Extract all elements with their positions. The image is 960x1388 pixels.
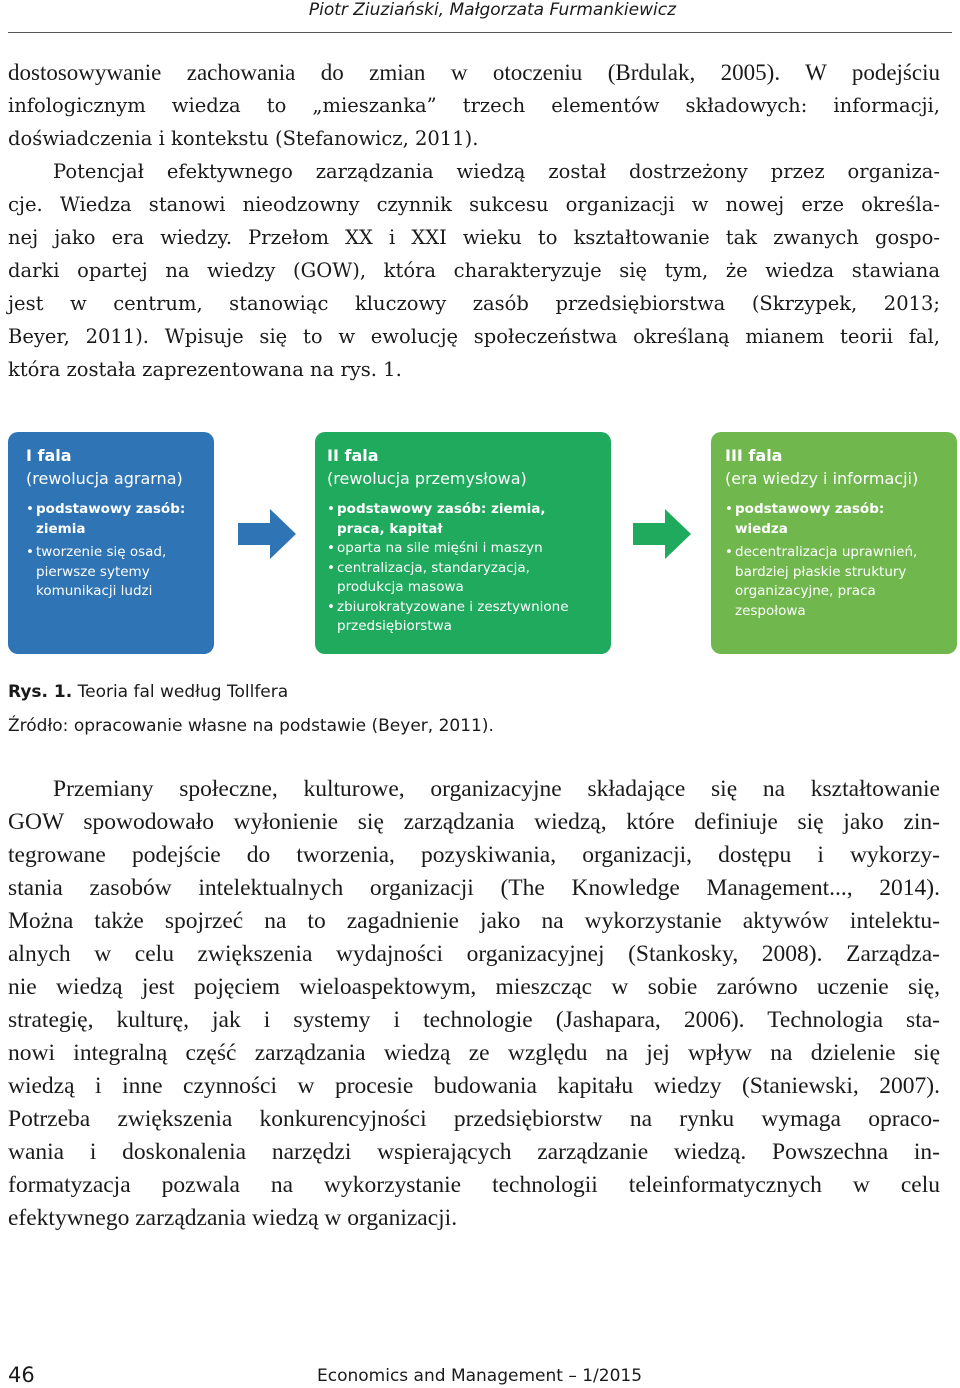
text-line: wania i doskonalenia narzędzi wspierających zarządzanie wiedzą. Powszechna in- (8, 1139, 940, 1165)
wave-box-second (315, 432, 611, 654)
body-text-top (8, 56, 940, 386)
text-line: Potencjał efektywnego zarządzania wiedzą został dostrzeżony przez organiza- (53, 160, 940, 183)
text-line: efektywnego zarządzania wiedzą w organizacji. (8, 1205, 458, 1231)
figure-label: Rys. 1. (8, 682, 73, 702)
wave-item: • podstawowy zasób: ziemia, praca, kapitał (327, 500, 589, 539)
wave-box-first (8, 432, 214, 654)
wave-items (327, 500, 589, 637)
right-arrow-icon (633, 509, 691, 559)
wave-item: • podstawowy zasób: ziemia (26, 500, 206, 539)
wave-items (26, 500, 206, 602)
figure-title: Teoria fal według Tollfera (77, 682, 289, 702)
wave-item: • decentralizacja uprawnień, bardziej płaskie struktury organizacyjne, praca zespołowa (725, 543, 925, 621)
text-line: strategię, kulturę, jak i systemy i technologie (Jashapara, 2006). Technologia sta- (8, 1007, 940, 1033)
text-line: Beyer, 2011). Wpisuje się to w ewolucję społeczeństwa określaną mianem teorii fal, (8, 325, 940, 348)
wave-title: III fala (725, 446, 783, 465)
text-line: Przemiany społeczne, kulturowe, organizacyjne składające się na kształtowanie (53, 776, 940, 802)
text-line: nie wiedzą jest pojęciem wieloaspektowym, mieszcząc w sobie zarówno uczenie się, (8, 974, 940, 1000)
text-line: nej jako era wiedzy. Przełom XX i XXI wieku to kształtowanie tak zwanych gospo- (8, 226, 940, 249)
text-line: jest w centrum, stanowiąc kluczowy zasób przedsiębiorstwa (Skrzypek, 2013; (8, 292, 940, 315)
figure-source: Źródło: opracowanie własne na podstawie (Beyer, 2011). (8, 716, 494, 736)
wave-subtitle: (rewolucja agrarna) (26, 469, 183, 488)
text-line: doświadczenia i kontekstu (Stefanowicz, 2011). (8, 127, 479, 150)
text-line: alnych w celu zwiększenia wydajności organizacyjnej (Stankosky, 2008). Zarządza- (8, 941, 940, 967)
text-line: nowi integralną część zarządzania wiedzą ze względu na jej wpływ na dzielenie się (8, 1040, 940, 1066)
wave-box-third (711, 432, 957, 654)
text-line: Można także spojrzeć na to zagadnienie jako na wykorzystanie aktywów intelektu- (8, 908, 940, 934)
text-line: GOW spowodowało wyłonienie się zarządzania wiedzą, które definiuje się jako zin- (8, 809, 940, 835)
right-arrow-icon (238, 509, 296, 559)
header-rule (8, 32, 952, 33)
text-line: darki opartej na wiedzy (GOW), która charakteryzuje się tym, że wiedza stawiana (8, 259, 940, 282)
text-line: tegrowane podejście do tworzenia, pozyskiwania, organizacji, dostępu i wykorzy- (8, 842, 940, 868)
journal-footer: Economics and Management – 1/2015 (317, 1366, 643, 1386)
text-line: cje. Wiedza stanowi nieodzowny czynnik sukcesu organizacji w nowej erze określa- (8, 193, 940, 216)
text-line: formatyzacja pozwala na wykorzystanie technologii teleinformatycznych w celu (8, 1172, 940, 1198)
wave-item: • zbiurokratyzowane i zesztywnione przedsiębiorstwa (327, 598, 589, 637)
wave-title: II fala (327, 446, 379, 465)
text-line: stania zasobów intelektualnych organizacji (The Knowledge Management..., 2014). (8, 875, 940, 901)
wave-title: I fala (26, 446, 72, 465)
figure-caption (8, 682, 288, 702)
wave-subtitle: (era wiedzy i informacji) (725, 469, 919, 488)
wave-item: • centralizacja, standaryzacja, produkcja masowa (327, 559, 589, 598)
wave-subtitle: (rewolucja przemysłowa) (327, 469, 527, 488)
text-line: Potrzeba zwiększenia konkurencyjności przedsiębiorstw na rynku wymaga opraco- (8, 1106, 940, 1132)
running-header-authors: Piotr Ziuziański, Małgorzata Furmankiewicz (308, 0, 676, 20)
body-text-bottom (8, 773, 940, 1235)
wave-item: • tworzenie się osad, pierwsze sytemy komunikacji ludzi (26, 543, 206, 602)
text-line: która została zaprezentowana na rys. 1. (8, 358, 402, 381)
text-line: dostosowywanie zachowania do zmian w otoczeniu (Brdulak, 2005). W podejściu (8, 60, 940, 85)
wave-item: • podstawowy zasób: wiedza (725, 500, 925, 539)
text-line: infologicznym wiedza to „mieszanka” trzech elementów składowych: informacji, (8, 94, 940, 117)
wave-items (725, 500, 925, 621)
text-line: wiedzą i inne czynności w procesie budowania kapitału wiedzy (Staniewski, 2007). (8, 1073, 940, 1099)
wave-item: • oparta na sile mięśni i maszyn (327, 539, 589, 559)
page-number: 46 (8, 1363, 35, 1387)
